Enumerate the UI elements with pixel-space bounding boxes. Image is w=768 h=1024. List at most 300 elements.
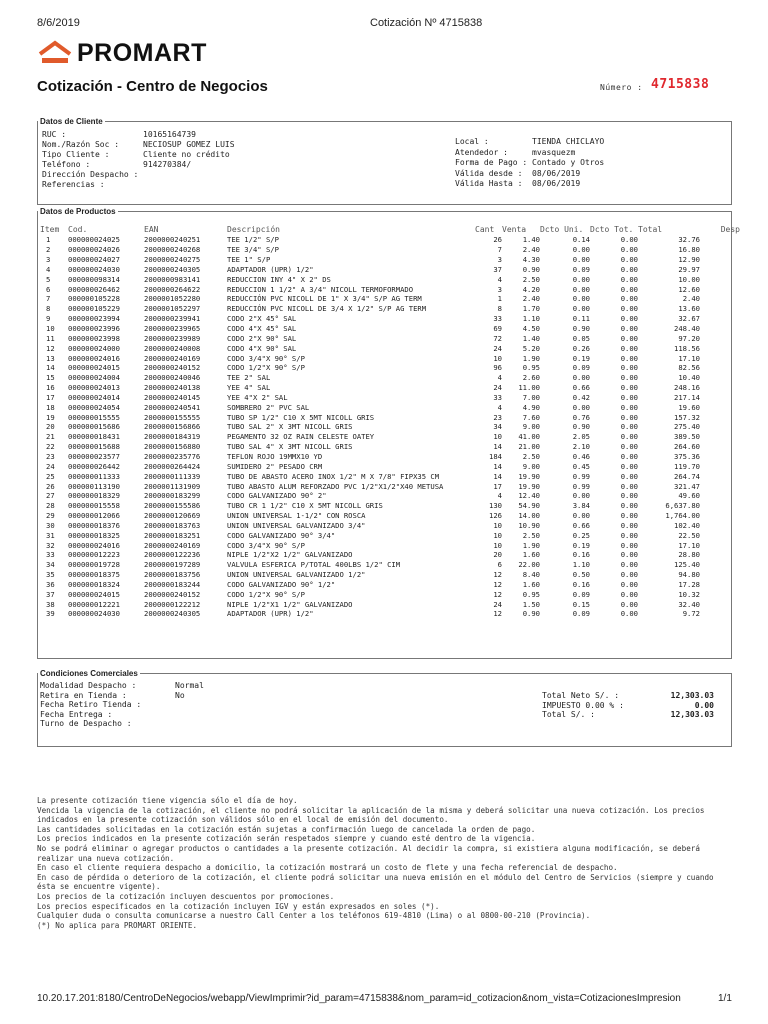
- table-cell: 2000000156880: [144, 442, 201, 452]
- table-header-row: [40, 223, 740, 235]
- total-label: Total S/. :: [542, 710, 595, 720]
- table-cell: [700, 353, 740, 363]
- table-cell: 8.40: [522, 570, 540, 580]
- cliente-field-label: Válida Hasta :: [455, 179, 523, 188]
- table-cell: 0.90: [522, 609, 540, 619]
- table-cell: CODO 2"X 90° SAL: [227, 333, 297, 343]
- table-cell: 0.19: [572, 353, 590, 363]
- table-row: [40, 363, 740, 373]
- table-cell: TEE 1/2" S/P: [227, 235, 279, 245]
- table-cell: ADAPTADOR (UPR) 1/2": [227, 264, 314, 274]
- table-cell: 000000024026: [68, 245, 120, 255]
- table-cell: CODO 1/2"X 90° S/P: [227, 363, 305, 373]
- table-cell: 0.00: [620, 402, 638, 412]
- table-cell: 264.60: [674, 442, 700, 452]
- table-cell: 157.32: [674, 412, 700, 422]
- table-cell: 13.60: [678, 304, 700, 314]
- table-cell: [700, 422, 740, 432]
- table-cell: TUBO DE ABASTO ACERO INOX 1/2" M X 7/8" FIPX35 CM: [227, 471, 440, 481]
- table-cell: 0.00: [620, 451, 638, 461]
- table-cell: 9.00: [522, 461, 540, 471]
- table-cell: 0.00: [620, 471, 638, 481]
- table-cell: 2000000239941: [144, 314, 201, 324]
- table-cell: 10: [493, 353, 502, 363]
- table-cell: [700, 343, 740, 353]
- table-cell: 24: [46, 461, 55, 471]
- table-cell: 7.60: [522, 412, 540, 422]
- table-cell: 0.00: [620, 392, 638, 402]
- table-cell: 17: [493, 481, 502, 491]
- table-cell: 31: [46, 530, 55, 540]
- table-cell: REDUCCION INY 4" X 2" DS: [227, 274, 331, 284]
- table-cell: [700, 609, 740, 619]
- table-cell: 38: [46, 599, 55, 609]
- table-row: [40, 373, 740, 383]
- table-row: [40, 580, 740, 590]
- cliente-field-value: 08/06/2019: [532, 179, 581, 188]
- table-cell: 7.00: [522, 392, 540, 402]
- table-cell: 1.90: [522, 540, 540, 550]
- table-cell: 36: [46, 579, 55, 589]
- table-row: [40, 461, 740, 471]
- table-cell: 3: [497, 255, 502, 265]
- table-cell: 000000018376: [68, 520, 120, 530]
- table-cell: 248.40: [674, 324, 700, 334]
- table-cell: 000000024025: [68, 235, 120, 245]
- table-cell: YEE 4" SAL: [227, 383, 271, 393]
- table-cell: 0.00: [620, 412, 638, 422]
- table-cell: 000000023998: [68, 333, 120, 343]
- table-cell: CODO GALVANIZADO 90° 1/2": [227, 579, 336, 589]
- table-cell: REDUCCION 1 1/2" A 3/4" NICOLL TERMOFORMADO: [227, 284, 414, 294]
- table-cell: 19: [46, 412, 55, 422]
- table-cell: 20: [46, 422, 55, 432]
- table-cell: 8: [497, 304, 502, 314]
- table-cell: CODO 2"X 45° SAL: [227, 314, 297, 324]
- table-cell: 2000000183299: [144, 491, 201, 501]
- table-cell: 2000000240169: [144, 540, 201, 550]
- column-header: Cant: [475, 224, 495, 234]
- table-cell: 11.00: [518, 383, 540, 393]
- table-cell: 000000023577: [68, 451, 120, 461]
- table-row: [40, 452, 740, 462]
- table-cell: 0.00: [620, 501, 638, 511]
- table-cell: UNION UNIVERSAL GALVANIZADO 1/2": [227, 570, 366, 580]
- productos-table: [40, 223, 740, 619]
- table-cell: TEFLON ROJO 19MMX10 YD: [227, 451, 323, 461]
- column-header: Item: [40, 224, 60, 234]
- table-cell: 1.10: [572, 560, 590, 570]
- table-cell: 14: [493, 471, 502, 481]
- total-value: 12,303.03: [670, 710, 714, 720]
- table-cell: 0.00: [620, 235, 638, 245]
- table-cell: 1.10: [522, 314, 540, 324]
- note-line: En caso el cliente requiera despacho a domicilio, la cotización mostrará un costo de flete y una fecha referencial de despacho.: [37, 863, 618, 873]
- table-row: [40, 422, 740, 432]
- table-cell: 000000113190: [68, 481, 120, 491]
- table-cell: 0.00: [620, 324, 638, 334]
- note-line: Vencida la vigencia de la cotización, el cliente no podrá solicitar la aplicación de la misma y deberá solicitar una nueva cotización. Los precios indicados en la presente cotización son válidos sólo en el local de emisión del documento.: [37, 805, 705, 825]
- table-cell: 33: [46, 550, 55, 560]
- table-cell: 0.00: [620, 294, 638, 304]
- table-cell: [700, 363, 740, 373]
- table-cell: 000000018325: [68, 530, 120, 540]
- table-cell: 000000024013: [68, 383, 120, 393]
- table-cell: 3: [497, 284, 502, 294]
- table-cell: 32: [46, 540, 55, 550]
- table-cell: 3: [46, 255, 51, 265]
- table-cell: 9.00: [522, 422, 540, 432]
- house-logo-icon: [37, 40, 73, 66]
- table-cell: YEE 4"X 2" SAL: [227, 392, 288, 402]
- table-row: [40, 235, 740, 245]
- condicion-label: Turno de Despacho :: [40, 719, 132, 729]
- table-cell: 000000018329: [68, 491, 120, 501]
- table-cell: 1.90: [522, 353, 540, 363]
- table-cell: 0.90: [572, 324, 590, 334]
- table-cell: 14: [493, 461, 502, 471]
- table-cell: 000000024027: [68, 255, 120, 265]
- table-cell: 389.50: [674, 432, 700, 442]
- table-cell: 0.95: [522, 589, 540, 599]
- table-cell: 4.90: [522, 402, 540, 412]
- table-cell: 6: [497, 560, 502, 570]
- table-cell: CODO 3/4"X 90° S/P: [227, 540, 305, 550]
- page-title: Cotización - Centro de Negocios: [37, 78, 268, 95]
- table-cell: 000000024015: [68, 589, 120, 599]
- table-cell: 23: [46, 451, 55, 461]
- table-cell: 0.00: [620, 530, 638, 540]
- table-cell: 12: [493, 589, 502, 599]
- table-cell: 16.80: [678, 245, 700, 255]
- table-cell: CODO 1/2"X 90° S/P: [227, 589, 305, 599]
- table-cell: [700, 580, 740, 590]
- table-cell: 10: [493, 530, 502, 540]
- table-cell: 0.16: [572, 579, 590, 589]
- total-value: 0.00: [694, 700, 714, 710]
- table-cell: CODO GALVANIZADO 90° 2": [227, 491, 327, 501]
- table-cell: 4: [497, 373, 502, 383]
- table-cell: 0.00: [620, 550, 638, 560]
- table-cell: 12: [493, 570, 502, 580]
- table-cell: [700, 314, 740, 324]
- table-cell: 000000024016: [68, 540, 120, 550]
- table-cell: 21: [46, 432, 55, 442]
- table-cell: 000000098314: [68, 274, 120, 284]
- table-cell: 2000000155555: [144, 412, 201, 422]
- table-cell: 000000023996: [68, 324, 120, 334]
- note-line: Los precios especificados en la cotización incluyen IGV y están expresados en soles (*).: [37, 901, 440, 911]
- table-cell: 2: [46, 245, 51, 255]
- table-cell: 0.00: [620, 363, 638, 373]
- table-cell: [700, 265, 740, 275]
- table-cell: 7: [497, 245, 502, 255]
- table-cell: 94.80: [678, 570, 700, 580]
- table-cell: 0.66: [572, 383, 590, 393]
- print-title: Cotización Nº 4715838: [370, 17, 483, 29]
- table-cell: 0.00: [620, 442, 638, 452]
- table-cell: 000000024016: [68, 353, 120, 363]
- table-cell: TUBO CR 1 1/2" C10 X 5MT NICOLL GRIS: [227, 501, 383, 511]
- table-cell: [700, 589, 740, 599]
- table-cell: 102.40: [674, 520, 700, 530]
- table-cell: 32.67: [678, 314, 700, 324]
- table-cell: 2.40: [522, 294, 540, 304]
- table-cell: 6: [46, 284, 51, 294]
- table-cell: [700, 412, 740, 422]
- table-cell: 2.10: [572, 442, 590, 452]
- table-body: [40, 235, 740, 619]
- table-cell: 0.16: [572, 550, 590, 560]
- column-header: Cod.: [68, 224, 88, 234]
- table-cell: 17.10: [678, 540, 700, 550]
- table-row: [40, 471, 740, 481]
- table-cell: 2000000235776: [144, 451, 201, 461]
- note-line: La presente cotización tiene vigencia sólo el día de hoy.: [37, 796, 298, 805]
- table-cell: 2.50: [522, 530, 540, 540]
- table-cell: 2000000240169: [144, 353, 201, 363]
- table-cell: 1.50: [522, 599, 540, 609]
- table-cell: 1.40: [522, 235, 540, 245]
- table-cell: 29: [46, 511, 55, 521]
- table-cell: 34: [493, 422, 502, 432]
- table-cell: 000000024014: [68, 392, 120, 402]
- table-cell: 2000000122236: [144, 550, 201, 560]
- table-cell: [700, 383, 740, 393]
- table-cell: 0.42: [572, 392, 590, 402]
- table-cell: 19.90: [518, 481, 540, 491]
- cliente-field-label: Forma de Pago :: [455, 158, 528, 167]
- table-cell: 0.00: [620, 343, 638, 353]
- table-cell: 0.00: [620, 333, 638, 343]
- table-cell: 12: [46, 343, 55, 353]
- table-row: [40, 540, 740, 550]
- cliente-field-label: Referencias :: [42, 180, 105, 189]
- table-cell: 0.00: [572, 284, 590, 294]
- table-cell: 000000015558: [68, 501, 120, 511]
- table-row: [40, 412, 740, 422]
- table-cell: TEE 1" S/P: [227, 255, 271, 265]
- table-cell: 19.60: [678, 402, 700, 412]
- table-cell: 0.00: [620, 353, 638, 363]
- table-cell: 14.00: [518, 511, 540, 521]
- note-line: Cualquier duda o consulta comunicarse a nuestro Call Center a los teléfonos 619-4810 (Lima) o al 0800-00-210 (Provincia).: [37, 911, 591, 921]
- table-cell: 000000015555: [68, 412, 120, 422]
- table-cell: 0.00: [620, 570, 638, 580]
- print-date: 8/6/2019: [37, 17, 80, 29]
- table-cell: 0.00: [572, 245, 590, 255]
- table-row: [40, 284, 740, 294]
- table-row: [40, 333, 740, 343]
- table-cell: 32.76: [678, 235, 700, 245]
- table-row: [40, 324, 740, 334]
- table-cell: 321.47: [674, 481, 700, 491]
- table-cell: 28: [46, 501, 55, 511]
- table-cell: 8: [46, 304, 51, 314]
- table-cell: 5.20: [522, 343, 540, 353]
- table-cell: 248.16: [674, 383, 700, 393]
- table-cell: 0.00: [620, 481, 638, 491]
- table-cell: 1.60: [522, 579, 540, 589]
- condicion-value: Normal: [175, 681, 204, 690]
- footer-page-number: 1/1: [718, 993, 732, 1004]
- table-cell: 0.00: [620, 245, 638, 255]
- note-line: (*) No aplica para PROMART ORIENTE.: [37, 920, 198, 930]
- table-cell: 0.11: [572, 314, 590, 324]
- table-cell: 0.46: [572, 451, 590, 461]
- table-cell: 000000105228: [68, 294, 120, 304]
- table-row: [40, 274, 740, 284]
- terms-notes: [37, 796, 730, 930]
- table-cell: 0.00: [572, 304, 590, 314]
- table-cell: 2.60: [522, 373, 540, 383]
- table-cell: 9: [46, 314, 51, 324]
- table-cell: 0.95: [522, 363, 540, 373]
- note-line: Los precios indicados en la presente cotización serán respetados siempre y cuando esté dentro de la vigencia.: [37, 834, 536, 844]
- table-cell: SOMBRERO 2" PVC SAL: [227, 402, 310, 412]
- table-cell: [700, 491, 740, 501]
- table-cell: 2000000122212: [144, 599, 201, 609]
- table-cell: 0.09: [572, 609, 590, 619]
- table-cell: 22.50: [678, 530, 700, 540]
- table-cell: 130: [489, 501, 502, 511]
- table-cell: 39: [46, 609, 55, 619]
- table-cell: 17: [46, 392, 55, 402]
- table-cell: [700, 570, 740, 580]
- condiciones-legend: Condiciones Comerciales: [40, 669, 138, 678]
- table-cell: 22: [46, 442, 55, 452]
- table-cell: 0.00: [572, 491, 590, 501]
- table-cell: [700, 324, 740, 334]
- table-cell: [700, 442, 740, 452]
- note-line: En caso de pérdida o deterioro de la cotización, el cliente podrá solicitar una nueva emisión en el módulo del Centro de Servicios (siempre y cuando ésta se encuentre vigente).: [37, 872, 714, 892]
- table-cell: 1.70: [522, 304, 540, 314]
- table-cell: TEE 2" SAL: [227, 373, 271, 383]
- table-cell: 0.45: [572, 461, 590, 471]
- cliente-field-label: Atendedor :: [455, 147, 508, 157]
- table-cell: [700, 481, 740, 491]
- table-cell: 12: [493, 609, 502, 619]
- table-cell: 000000024030: [68, 264, 120, 274]
- table-cell: VALVULA ESFERICA P/TOTAL 400LBS 1/2" CIM: [227, 560, 401, 570]
- table-cell: 000000024000: [68, 343, 120, 353]
- table-cell: 0.00: [620, 511, 638, 521]
- table-cell: [700, 501, 740, 511]
- table-cell: 0.66: [572, 520, 590, 530]
- table-cell: 3.84: [572, 501, 590, 511]
- table-cell: 5: [46, 274, 51, 284]
- table-row: [40, 589, 740, 599]
- table-cell: 264.74: [674, 471, 700, 481]
- table-cell: REDUCCIÓN PVC NICOLL DE 1" X 3/4" S/P AG TERM: [227, 294, 422, 304]
- table-cell: 0.00: [572, 511, 590, 521]
- table-cell: [700, 432, 740, 442]
- table-cell: [700, 550, 740, 560]
- table-cell: 17.28: [678, 579, 700, 589]
- table-cell: 1.60: [522, 550, 540, 560]
- column-header: Venta: [502, 224, 527, 234]
- table-cell: 000000023994: [68, 314, 120, 324]
- table-cell: 126: [489, 511, 502, 521]
- table-cell: 7: [46, 294, 51, 304]
- table-cell: [700, 520, 740, 530]
- table-cell: 1.40: [522, 333, 540, 343]
- table-cell: 118.56: [674, 343, 700, 353]
- column-header: EAN: [144, 224, 159, 234]
- table-cell: 82.56: [678, 363, 700, 373]
- cliente-section: [37, 117, 732, 205]
- condicion-label: Fecha Entrega :: [40, 709, 113, 719]
- table-cell: 0.00: [572, 255, 590, 265]
- table-cell: 10: [493, 520, 502, 530]
- table-cell: 2000000239965: [144, 324, 201, 334]
- table-cell: 0.90: [572, 422, 590, 432]
- table-cell: 0.00: [620, 560, 638, 570]
- table-cell: 34: [46, 560, 55, 570]
- table-cell: 2000000240305: [144, 609, 201, 619]
- table-row: [40, 393, 740, 403]
- table-cell: 2000000264622: [144, 284, 201, 294]
- table-cell: 12.90: [678, 255, 700, 265]
- footer-url: 10.20.17.201:8180/CentroDeNegocios/webapp/ViewImprimir?id_param=4715838&nom_param=id_cotizacion&nom_vista=CotizacionesImpresion: [37, 993, 681, 1004]
- table-cell: 10: [493, 540, 502, 550]
- table-cell: 000000015688: [68, 442, 120, 452]
- total-label: IMPUESTO 0.00 % :: [542, 700, 624, 710]
- table-cell: 0.00: [620, 255, 638, 265]
- table-cell: 275.40: [674, 422, 700, 432]
- table-cell: TUBO SAL 4" X 3MT NICOLL GRIS: [227, 442, 353, 452]
- table-row: [40, 245, 740, 255]
- table-cell: [700, 284, 740, 294]
- table-cell: 10.32: [678, 589, 700, 599]
- table-row: [40, 343, 740, 353]
- table-cell: 2000000239989: [144, 333, 201, 343]
- table-cell: [700, 333, 740, 343]
- table-cell: [700, 530, 740, 540]
- table-cell: 2000000240145: [144, 392, 201, 402]
- table-cell: [700, 599, 740, 609]
- table-cell: 0.09: [572, 589, 590, 599]
- table-cell: 26: [493, 235, 502, 245]
- table-cell: 0.00: [620, 264, 638, 274]
- table-row: [40, 609, 740, 619]
- table-cell: [700, 452, 740, 462]
- table-cell: 2000001052280: [144, 294, 201, 304]
- table-cell: TUBO SP 1/2" C10 X 5MT NICOLL GRIS: [227, 412, 375, 422]
- table-cell: 2000000240138: [144, 383, 201, 393]
- table-cell: 27: [46, 491, 55, 501]
- table-cell: 0.00: [620, 461, 638, 471]
- table-row: [40, 520, 740, 530]
- table-cell: 30: [46, 520, 55, 530]
- table-row: [40, 491, 740, 501]
- table-cell: 72: [493, 333, 502, 343]
- column-header: Dcto Uni.: [540, 224, 584, 234]
- table-cell: 0.14: [572, 235, 590, 245]
- productos-legend: Datos de Productos: [40, 207, 116, 216]
- table-cell: 0.00: [620, 304, 638, 314]
- table-cell: 2000000240275: [144, 255, 201, 265]
- table-row: [40, 255, 740, 265]
- table-cell: [700, 373, 740, 383]
- table-row: [40, 599, 740, 609]
- table-cell: 000000015686: [68, 422, 120, 432]
- table-row: [40, 560, 740, 570]
- table-row: [40, 550, 740, 560]
- cliente-field-value: Contado y Otros: [532, 158, 605, 167]
- table-cell: 0.00: [620, 579, 638, 589]
- cliente-field-value: 10165164739: [143, 130, 196, 139]
